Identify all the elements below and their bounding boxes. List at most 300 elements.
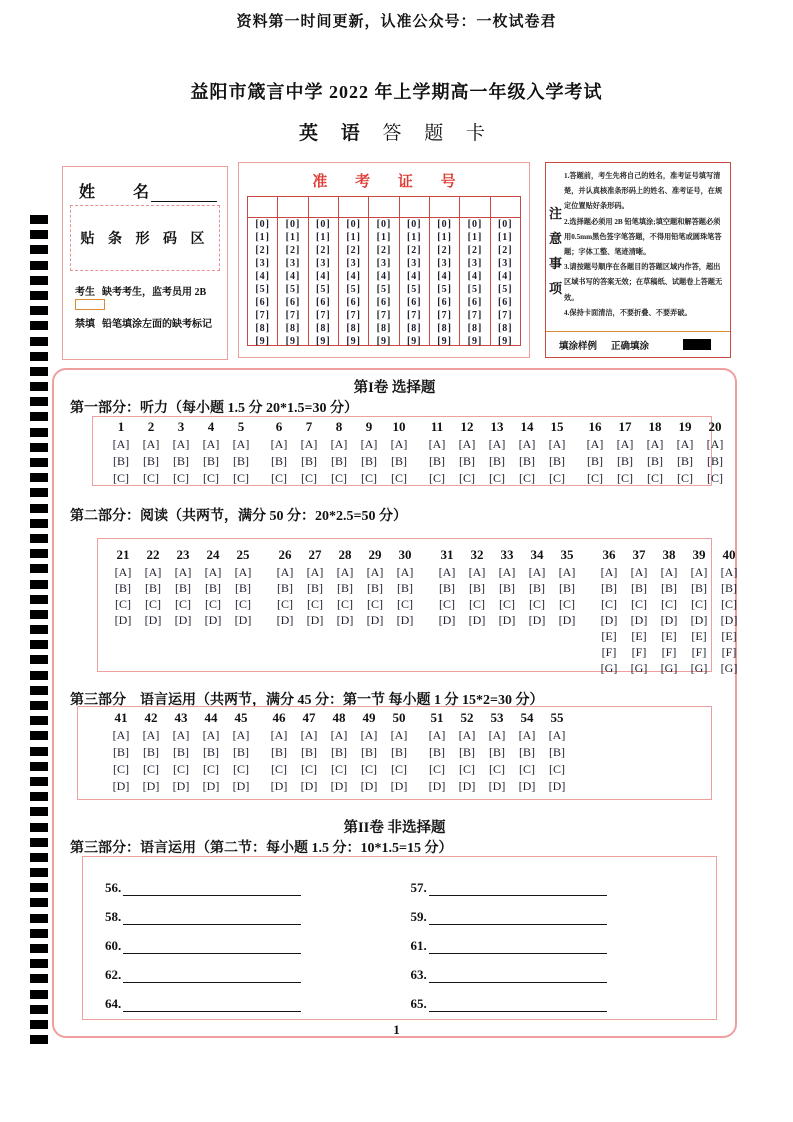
bubble-q20-C[interactable]: [C]	[707, 471, 723, 485]
bubble-q47-C[interactable]: [C]	[301, 762, 317, 776]
ticket-bubble-3[interactable]: [3]	[255, 258, 270, 269]
bubble-q49-D[interactable]: [D]	[360, 779, 378, 793]
bubble-q53-B[interactable]: [B]	[489, 745, 505, 759]
ticket-digit-writebox[interactable]	[460, 197, 489, 218]
answer-blank-63[interactable]	[429, 967, 607, 983]
bubble-q55-C[interactable]: [C]	[549, 762, 565, 776]
bubble-q20-B[interactable]: [B]	[707, 454, 723, 468]
bubble-q28-B[interactable]: [B]	[337, 581, 353, 595]
bubble-q32-D[interactable]: [D]	[468, 613, 486, 627]
ticket-bubble-5[interactable]: [5]	[406, 284, 422, 295]
ticket-bubble-9[interactable]: [9]	[346, 336, 361, 347]
bubble-q32-A[interactable]: [A]	[468, 565, 486, 579]
ticket-bubble-7[interactable]: [7]	[315, 310, 331, 321]
bubble-q41-C[interactable]: [C]	[113, 762, 129, 776]
bubble-q33-D[interactable]: [D]	[498, 613, 516, 627]
bubble-q27-B[interactable]: [B]	[307, 581, 323, 595]
bubble-q17-A[interactable]: [A]	[616, 437, 634, 451]
bubble-q6-C[interactable]: [C]	[271, 471, 287, 485]
bubble-q41-D[interactable]: [D]	[112, 779, 130, 793]
bubble-q3-A[interactable]: [A]	[172, 437, 190, 451]
ticket-bubble-0[interactable]: [0]	[346, 219, 361, 230]
ticket-bubble-4[interactable]: [4]	[255, 271, 270, 282]
bubble-q28-C[interactable]: [C]	[337, 597, 353, 611]
bubble-q7-A[interactable]: [A]	[300, 437, 318, 451]
ticket-digit-writebox[interactable]	[278, 197, 307, 218]
bubble-q45-D[interactable]: [D]	[232, 779, 250, 793]
bubble-q51-D[interactable]: [D]	[428, 779, 446, 793]
bubble-q10-C[interactable]: [C]	[391, 471, 407, 485]
bubble-q24-D[interactable]: [D]	[204, 613, 222, 627]
bubble-q28-A[interactable]: [A]	[336, 565, 354, 579]
ticket-bubble-8[interactable]: [8]	[467, 323, 483, 334]
bubble-q39-B[interactable]: [B]	[691, 581, 707, 595]
ticket-bubble-4[interactable]: [4]	[346, 271, 361, 282]
bubble-q38-C[interactable]: [C]	[661, 597, 677, 611]
ticket-bubble-4[interactable]: [4]	[406, 271, 422, 282]
ticket-bubble-9[interactable]: [9]	[285, 336, 301, 347]
bubble-q52-B[interactable]: [B]	[459, 745, 475, 759]
bubble-q50-A[interactable]: [A]	[390, 728, 408, 742]
ticket-bubble-4[interactable]: [4]	[285, 271, 301, 282]
bubble-q36-E[interactable]: [E]	[601, 629, 617, 643]
bubble-q37-C[interactable]: [C]	[631, 597, 647, 611]
ticket-bubble-0[interactable]: [0]	[497, 219, 513, 230]
bubble-q55-A[interactable]: [A]	[548, 728, 566, 742]
bubble-q48-B[interactable]: [B]	[331, 745, 347, 759]
bubble-q49-A[interactable]: [A]	[360, 728, 378, 742]
bubble-q39-G[interactable]: [G]	[690, 661, 708, 675]
bubble-q52-C[interactable]: [C]	[459, 762, 475, 776]
bubble-q49-B[interactable]: [B]	[361, 745, 377, 759]
bubble-q37-B[interactable]: [B]	[631, 581, 647, 595]
bubble-q26-C[interactable]: [C]	[277, 597, 293, 611]
bubble-q20-A[interactable]: [A]	[706, 437, 724, 451]
bubble-q35-B[interactable]: [B]	[559, 581, 575, 595]
bubble-q27-A[interactable]: [A]	[306, 565, 324, 579]
bubble-q51-B[interactable]: [B]	[429, 745, 445, 759]
bubble-q42-C[interactable]: [C]	[143, 762, 159, 776]
ticket-bubble-5[interactable]: [5]	[346, 284, 361, 295]
ticket-bubble-0[interactable]: [0]	[285, 219, 301, 230]
bubble-q19-A[interactable]: [A]	[676, 437, 694, 451]
ticket-bubble-3[interactable]: [3]	[497, 258, 513, 269]
bubble-q8-A[interactable]: [A]	[330, 437, 348, 451]
bubble-q51-C[interactable]: [C]	[429, 762, 445, 776]
ticket-bubble-0[interactable]: [0]	[406, 219, 422, 230]
ticket-bubble-9[interactable]: [9]	[437, 336, 452, 347]
bubble-q39-E[interactable]: [E]	[691, 629, 707, 643]
ticket-bubble-3[interactable]: [3]	[376, 258, 392, 269]
ticket-bubble-8[interactable]: [8]	[376, 323, 392, 334]
ticket-bubble-7[interactable]: [7]	[285, 310, 301, 321]
bubble-q47-B[interactable]: [B]	[301, 745, 317, 759]
bubble-q7-C[interactable]: [C]	[301, 471, 317, 485]
bubble-q33-B[interactable]: [B]	[499, 581, 515, 595]
answer-blank-58[interactable]	[123, 909, 301, 925]
answer-blank-59[interactable]	[429, 909, 607, 925]
answer-blank-62[interactable]	[123, 967, 301, 983]
ticket-bubble-5[interactable]: [5]	[467, 284, 483, 295]
bubble-q31-B[interactable]: [B]	[439, 581, 455, 595]
bubble-q16-C[interactable]: [C]	[587, 471, 603, 485]
ticket-bubble-3[interactable]: [3]	[437, 258, 452, 269]
bubble-q38-F[interactable]: [F]	[661, 645, 677, 659]
bubble-q33-A[interactable]: [A]	[498, 565, 516, 579]
bubble-q44-C[interactable]: [C]	[203, 762, 219, 776]
ticket-bubble-6[interactable]: [6]	[315, 297, 331, 308]
answer-blank-61[interactable]	[429, 938, 607, 954]
bubble-q52-A[interactable]: [A]	[458, 728, 476, 742]
bubble-q42-B[interactable]: [B]	[143, 745, 159, 759]
bubble-q23-C[interactable]: [C]	[175, 597, 191, 611]
ticket-bubble-0[interactable]: [0]	[315, 219, 331, 230]
bubble-q17-B[interactable]: [B]	[617, 454, 633, 468]
ticket-bubble-3[interactable]: [3]	[406, 258, 422, 269]
bubble-q32-B[interactable]: [B]	[469, 581, 485, 595]
ticket-digit-writebox[interactable]	[491, 197, 520, 218]
ticket-bubble-6[interactable]: [6]	[406, 297, 422, 308]
bubble-q54-A[interactable]: [A]	[518, 728, 536, 742]
ticket-bubble-6[interactable]: [6]	[437, 297, 452, 308]
bubble-q22-D[interactable]: [D]	[144, 613, 162, 627]
ticket-bubble-5[interactable]: [5]	[255, 284, 270, 295]
ticket-digit-writebox[interactable]	[309, 197, 338, 218]
ticket-bubble-5[interactable]: [5]	[376, 284, 392, 295]
ticket-bubble-2[interactable]: [2]	[437, 245, 452, 256]
bubble-q35-D[interactable]: [D]	[558, 613, 576, 627]
ticket-digit-writebox[interactable]	[400, 197, 429, 218]
bubble-q13-B[interactable]: [B]	[489, 454, 505, 468]
ticket-bubble-7[interactable]: [7]	[376, 310, 392, 321]
ticket-bubble-8[interactable]: [8]	[255, 323, 270, 334]
bubble-q14-C[interactable]: [C]	[519, 471, 535, 485]
ticket-bubble-4[interactable]: [4]	[497, 271, 513, 282]
bubble-q55-B[interactable]: [B]	[549, 745, 565, 759]
bubble-q7-B[interactable]: [B]	[301, 454, 317, 468]
ticket-digit-writebox[interactable]	[430, 197, 459, 218]
bubble-q35-A[interactable]: [A]	[558, 565, 576, 579]
ticket-bubble-3[interactable]: [3]	[315, 258, 331, 269]
bubble-q22-A[interactable]: [A]	[144, 565, 162, 579]
bubble-q36-G[interactable]: [G]	[600, 661, 618, 675]
ticket-bubble-9[interactable]: [9]	[406, 336, 422, 347]
bubble-q14-A[interactable]: [A]	[518, 437, 536, 451]
ticket-bubble-7[interactable]: [7]	[406, 310, 422, 321]
bubble-q37-D[interactable]: [D]	[630, 613, 648, 627]
ticket-bubble-0[interactable]: [0]	[437, 219, 452, 230]
bubble-q21-A[interactable]: [A]	[114, 565, 132, 579]
bubble-q15-A[interactable]: [A]	[548, 437, 566, 451]
answer-blank-56[interactable]	[123, 880, 301, 896]
bubble-q44-B[interactable]: [B]	[203, 745, 219, 759]
bubble-q46-A[interactable]: [A]	[270, 728, 288, 742]
bubble-q41-A[interactable]: [A]	[112, 728, 130, 742]
ticket-bubble-2[interactable]: [2]	[346, 245, 361, 256]
bubble-q23-B[interactable]: [B]	[175, 581, 191, 595]
bubble-q26-D[interactable]: [D]	[276, 613, 294, 627]
bubble-q1-A[interactable]: [A]	[112, 437, 130, 451]
bubble-q52-D[interactable]: [D]	[458, 779, 476, 793]
ticket-bubble-6[interactable]: [6]	[467, 297, 483, 308]
ticket-digit-writebox[interactable]	[339, 197, 368, 218]
ticket-bubble-7[interactable]: [7]	[467, 310, 483, 321]
bubble-q1-C[interactable]: [C]	[113, 471, 129, 485]
bubble-q23-A[interactable]: [A]	[174, 565, 192, 579]
ticket-bubble-4[interactable]: [4]	[376, 271, 392, 282]
bubble-q39-C[interactable]: [C]	[691, 597, 707, 611]
bubble-q49-C[interactable]: [C]	[361, 762, 377, 776]
ticket-bubble-7[interactable]: [7]	[497, 310, 513, 321]
ticket-bubble-5[interactable]: [5]	[437, 284, 452, 295]
ticket-bubble-4[interactable]: [4]	[315, 271, 331, 282]
bubble-q46-D[interactable]: [D]	[270, 779, 288, 793]
bubble-q38-B[interactable]: [B]	[661, 581, 677, 595]
ticket-bubble-2[interactable]: [2]	[285, 245, 301, 256]
bubble-q29-A[interactable]: [A]	[366, 565, 384, 579]
bubble-q27-C[interactable]: [C]	[307, 597, 323, 611]
bubble-q34-D[interactable]: [D]	[528, 613, 546, 627]
ticket-bubble-9[interactable]: [9]	[315, 336, 331, 347]
bubble-q17-C[interactable]: [C]	[617, 471, 633, 485]
bubble-q5-C[interactable]: [C]	[233, 471, 249, 485]
bubble-q4-C[interactable]: [C]	[203, 471, 219, 485]
bubble-q34-A[interactable]: [A]	[528, 565, 546, 579]
ticket-bubble-1[interactable]: [1]	[467, 232, 483, 243]
bubble-q43-A[interactable]: [A]	[172, 728, 190, 742]
bubble-q39-D[interactable]: [D]	[690, 613, 708, 627]
bubble-q6-B[interactable]: [B]	[271, 454, 287, 468]
bubble-q26-B[interactable]: [B]	[277, 581, 293, 595]
bubble-q11-C[interactable]: [C]	[429, 471, 445, 485]
ticket-bubble-6[interactable]: [6]	[285, 297, 301, 308]
answer-blank-60[interactable]	[123, 938, 301, 954]
ticket-bubble-6[interactable]: [6]	[376, 297, 392, 308]
bubble-q21-C[interactable]: [C]	[115, 597, 131, 611]
bubble-q26-A[interactable]: [A]	[276, 565, 294, 579]
bubble-q32-C[interactable]: [C]	[469, 597, 485, 611]
bubble-q10-A[interactable]: [A]	[390, 437, 408, 451]
bubble-q29-B[interactable]: [B]	[367, 581, 383, 595]
bubble-q13-A[interactable]: [A]	[488, 437, 506, 451]
bubble-q41-B[interactable]: [B]	[113, 745, 129, 759]
bubble-q6-A[interactable]: [A]	[270, 437, 288, 451]
bubble-q38-E[interactable]: [E]	[661, 629, 677, 643]
name-input-line[interactable]	[151, 184, 217, 202]
bubble-q38-D[interactable]: [D]	[660, 613, 678, 627]
bubble-q43-B[interactable]: [B]	[173, 745, 189, 759]
ticket-bubble-2[interactable]: [2]	[497, 245, 513, 256]
bubble-q46-B[interactable]: [B]	[271, 745, 287, 759]
bubble-q38-G[interactable]: [G]	[660, 661, 678, 675]
ticket-bubble-6[interactable]: [6]	[497, 297, 513, 308]
bubble-q51-A[interactable]: [A]	[428, 728, 446, 742]
bubble-q23-D[interactable]: [D]	[174, 613, 192, 627]
bubble-q50-D[interactable]: [D]	[390, 779, 408, 793]
ticket-bubble-9[interactable]: [9]	[467, 336, 483, 347]
bubble-q9-A[interactable]: [A]	[360, 437, 378, 451]
bubble-q36-B[interactable]: [B]	[601, 581, 617, 595]
ticket-bubble-5[interactable]: [5]	[285, 284, 301, 295]
bubble-q30-D[interactable]: [D]	[396, 613, 414, 627]
bubble-q19-C[interactable]: [C]	[677, 471, 693, 485]
bubble-q10-B[interactable]: [B]	[391, 454, 407, 468]
bubble-q31-D[interactable]: [D]	[438, 613, 456, 627]
bubble-q31-C[interactable]: [C]	[439, 597, 455, 611]
bubble-q29-C[interactable]: [C]	[367, 597, 383, 611]
bubble-q15-C[interactable]: [C]	[549, 471, 565, 485]
bubble-q24-C[interactable]: [C]	[205, 597, 221, 611]
barcode-paste-area[interactable]	[70, 205, 220, 271]
bubble-q5-B[interactable]: [B]	[233, 454, 249, 468]
ticket-bubble-9[interactable]: [9]	[376, 336, 392, 347]
bubble-q8-C[interactable]: [C]	[331, 471, 347, 485]
bubble-q30-C[interactable]: [C]	[397, 597, 413, 611]
bubble-q12-A[interactable]: [A]	[458, 437, 476, 451]
bubble-q33-C[interactable]: [C]	[499, 597, 515, 611]
bubble-q39-F[interactable]: [F]	[691, 645, 707, 659]
bubble-q4-B[interactable]: [B]	[203, 454, 219, 468]
ticket-bubble-6[interactable]: [6]	[255, 297, 270, 308]
ticket-bubble-0[interactable]: [0]	[376, 219, 392, 230]
bubble-q36-F[interactable]: [F]	[601, 645, 617, 659]
bubble-q21-B[interactable]: [B]	[115, 581, 131, 595]
bubble-q21-D[interactable]: [D]	[114, 613, 132, 627]
bubble-q34-C[interactable]: [C]	[529, 597, 545, 611]
bubble-q53-C[interactable]: [C]	[489, 762, 505, 776]
bubble-q15-B[interactable]: [B]	[549, 454, 565, 468]
bubble-q48-C[interactable]: [C]	[331, 762, 347, 776]
absent-mark-checkbox[interactable]	[75, 299, 105, 310]
bubble-q25-D[interactable]: [D]	[234, 613, 252, 627]
bubble-q37-E[interactable]: [E]	[631, 629, 647, 643]
ticket-bubble-1[interactable]: [1]	[376, 232, 392, 243]
bubble-q29-D[interactable]: [D]	[366, 613, 384, 627]
bubble-q47-A[interactable]: [A]	[300, 728, 318, 742]
bubble-q39-A[interactable]: [A]	[690, 565, 708, 579]
ticket-bubble-1[interactable]: [1]	[437, 232, 452, 243]
ticket-digit-writebox[interactable]	[369, 197, 398, 218]
ticket-bubble-3[interactable]: [3]	[285, 258, 301, 269]
bubble-q44-D[interactable]: [D]	[202, 779, 220, 793]
bubble-q31-A[interactable]: [A]	[438, 565, 456, 579]
ticket-bubble-4[interactable]: [4]	[467, 271, 483, 282]
bubble-q35-C[interactable]: [C]	[559, 597, 575, 611]
bubble-q40-E[interactable]: [E]	[721, 629, 737, 643]
ticket-bubble-3[interactable]: [3]	[346, 258, 361, 269]
bubble-q18-B[interactable]: [B]	[647, 454, 663, 468]
bubble-q43-C[interactable]: [C]	[173, 762, 189, 776]
bubble-q27-D[interactable]: [D]	[306, 613, 324, 627]
answer-blank-57[interactable]	[429, 880, 607, 896]
ticket-bubble-5[interactable]: [5]	[497, 284, 513, 295]
ticket-bubble-9[interactable]: [9]	[255, 336, 270, 347]
ticket-bubble-6[interactable]: [6]	[346, 297, 361, 308]
ticket-digit-writebox[interactable]	[248, 197, 277, 218]
bubble-q54-C[interactable]: [C]	[519, 762, 535, 776]
bubble-q24-A[interactable]: [A]	[204, 565, 222, 579]
answer-blank-64[interactable]	[123, 996, 301, 1012]
bubble-q28-D[interactable]: [D]	[336, 613, 354, 627]
ticket-bubble-1[interactable]: [1]	[346, 232, 361, 243]
bubble-q40-A[interactable]: [A]	[720, 565, 738, 579]
bubble-q47-D[interactable]: [D]	[300, 779, 318, 793]
bubble-q18-A[interactable]: [A]	[646, 437, 664, 451]
ticket-bubble-2[interactable]: [2]	[376, 245, 392, 256]
bubble-q12-B[interactable]: [B]	[459, 454, 475, 468]
bubble-q36-D[interactable]: [D]	[600, 613, 618, 627]
bubble-q22-B[interactable]: [B]	[145, 581, 161, 595]
bubble-q40-C[interactable]: [C]	[721, 597, 737, 611]
bubble-q45-A[interactable]: [A]	[232, 728, 250, 742]
bubble-q4-A[interactable]: [A]	[202, 437, 220, 451]
bubble-q2-B[interactable]: [B]	[143, 454, 159, 468]
bubble-q55-D[interactable]: [D]	[548, 779, 566, 793]
bubble-q43-D[interactable]: [D]	[172, 779, 190, 793]
bubble-q11-B[interactable]: [B]	[429, 454, 445, 468]
ticket-bubble-7[interactable]: [7]	[255, 310, 270, 321]
bubble-q3-C[interactable]: [C]	[173, 471, 189, 485]
ticket-bubble-4[interactable]: [4]	[437, 271, 452, 282]
ticket-bubble-1[interactable]: [1]	[255, 232, 270, 243]
bubble-q40-D[interactable]: [D]	[720, 613, 738, 627]
ticket-bubble-7[interactable]: [7]	[437, 310, 452, 321]
ticket-bubble-9[interactable]: [9]	[497, 336, 513, 347]
bubble-q30-B[interactable]: [B]	[397, 581, 413, 595]
bubble-q36-C[interactable]: [C]	[601, 597, 617, 611]
bubble-q3-B[interactable]: [B]	[173, 454, 189, 468]
ticket-bubble-1[interactable]: [1]	[315, 232, 331, 243]
ticket-bubble-1[interactable]: [1]	[406, 232, 422, 243]
ticket-bubble-0[interactable]: [0]	[467, 219, 483, 230]
bubble-q11-A[interactable]: [A]	[428, 437, 446, 451]
bubble-q30-A[interactable]: [A]	[396, 565, 414, 579]
bubble-q2-C[interactable]: [C]	[143, 471, 159, 485]
ticket-bubble-1[interactable]: [1]	[497, 232, 513, 243]
bubble-q8-B[interactable]: [B]	[331, 454, 347, 468]
bubble-q25-C[interactable]: [C]	[235, 597, 251, 611]
bubble-q9-B[interactable]: [B]	[361, 454, 377, 468]
bubble-q2-A[interactable]: [A]	[142, 437, 160, 451]
answer-blank-65[interactable]	[429, 996, 607, 1012]
bubble-q40-F[interactable]: [F]	[721, 645, 737, 659]
bubble-q24-B[interactable]: [B]	[205, 581, 221, 595]
bubble-q18-C[interactable]: [C]	[647, 471, 663, 485]
bubble-q48-A[interactable]: [A]	[330, 728, 348, 742]
bubble-q38-A[interactable]: [A]	[660, 565, 678, 579]
bubble-q40-G[interactable]: [G]	[720, 661, 738, 675]
bubble-q1-B[interactable]: [B]	[113, 454, 129, 468]
bubble-q16-B[interactable]: [B]	[587, 454, 603, 468]
bubble-q54-D[interactable]: [D]	[518, 779, 536, 793]
ticket-bubble-7[interactable]: [7]	[346, 310, 361, 321]
bubble-q37-A[interactable]: [A]	[630, 565, 648, 579]
ticket-bubble-8[interactable]: [8]	[406, 323, 422, 334]
bubble-q45-C[interactable]: [C]	[233, 762, 249, 776]
bubble-q22-C[interactable]: [C]	[145, 597, 161, 611]
bubble-q48-D[interactable]: [D]	[330, 779, 348, 793]
bubble-q37-F[interactable]: [F]	[631, 645, 647, 659]
bubble-q50-C[interactable]: [C]	[391, 762, 407, 776]
ticket-bubble-3[interactable]: [3]	[467, 258, 483, 269]
ticket-bubble-2[interactable]: [2]	[255, 245, 270, 256]
bubble-q25-B[interactable]: [B]	[235, 581, 251, 595]
bubble-q9-C[interactable]: [C]	[361, 471, 377, 485]
bubble-q13-C[interactable]: [C]	[489, 471, 505, 485]
bubble-q53-D[interactable]: [D]	[488, 779, 506, 793]
bubble-q12-C[interactable]: [C]	[459, 471, 475, 485]
bubble-q14-B[interactable]: [B]	[519, 454, 535, 468]
